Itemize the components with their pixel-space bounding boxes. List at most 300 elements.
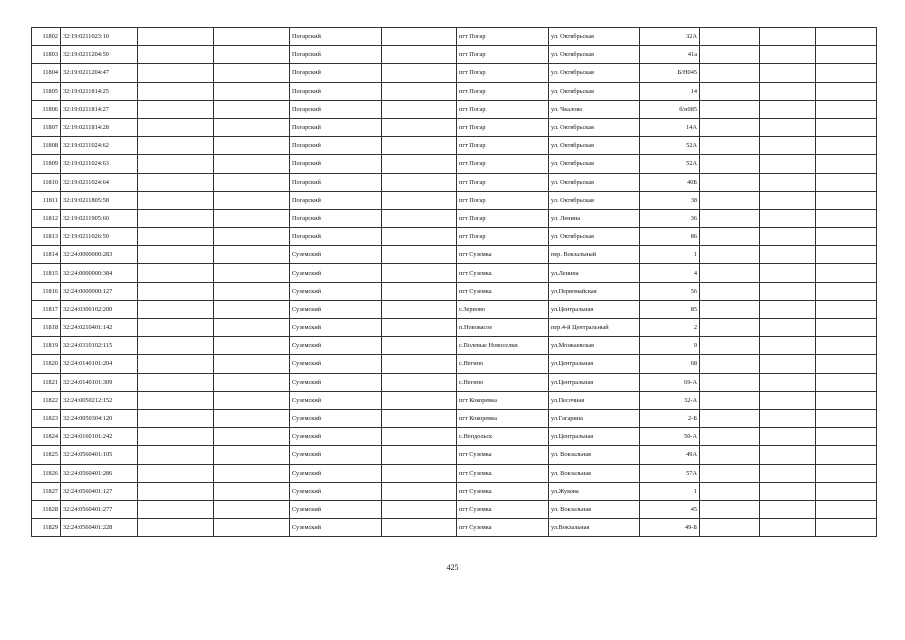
street-cell: ул. Октябрьская <box>549 46 640 64</box>
empty-cell <box>138 228 214 246</box>
street-cell: ул.Гагарина <box>549 409 640 427</box>
empty-cell <box>760 519 816 537</box>
cadastral-number-cell: 32:24:0560401:286 <box>61 464 138 482</box>
district-cell: Суземский <box>290 409 382 427</box>
locality-cell: пгт Погар <box>457 155 549 173</box>
table-row <box>32 137 877 155</box>
row-number-cell: 11828 <box>32 500 61 518</box>
table-row <box>32 64 877 82</box>
empty-cell <box>816 28 877 46</box>
house-number-cell: 69-А <box>640 373 700 391</box>
locality-cell: пгт Суземка <box>457 500 549 518</box>
empty-cell <box>700 191 760 209</box>
empty-cell <box>816 446 877 464</box>
row-number-cell: 11826 <box>32 464 61 482</box>
table-row <box>32 209 877 227</box>
district-cell: Погарский <box>290 82 382 100</box>
row-number-cell: 11804 <box>32 64 61 82</box>
empty-cell <box>382 209 457 227</box>
row-number-cell: 11809 <box>32 155 61 173</box>
street-cell: ул. Октябрьская <box>549 82 640 100</box>
empty-cell <box>382 282 457 300</box>
empty-cell <box>214 209 290 227</box>
empty-cell <box>816 46 877 64</box>
table-row <box>32 282 877 300</box>
empty-cell <box>138 337 214 355</box>
cadastral-number-cell: 32:19:0211026:50 <box>61 228 138 246</box>
empty-cell <box>214 428 290 446</box>
cadastral-number-cell: 32:24:0560401:228 <box>61 519 138 537</box>
empty-cell <box>760 173 816 191</box>
house-number-cell: 38 <box>640 191 700 209</box>
empty-cell <box>214 282 290 300</box>
empty-cell <box>138 373 214 391</box>
district-cell: Суземский <box>290 246 382 264</box>
house-number-cell: 52А <box>640 155 700 173</box>
street-cell: ул.Центральная <box>549 428 640 446</box>
street-cell: ул. Октябрьская <box>549 28 640 46</box>
empty-cell <box>760 82 816 100</box>
empty-cell <box>816 173 877 191</box>
locality-cell: с.Негино <box>457 355 549 373</box>
empty-cell <box>138 428 214 446</box>
district-cell: Суземский <box>290 391 382 409</box>
empty-cell <box>214 173 290 191</box>
street-cell: ул. Октябрьская <box>549 64 640 82</box>
empty-cell <box>382 46 457 64</box>
empty-cell <box>214 482 290 500</box>
house-number-cell: 9 <box>640 337 700 355</box>
cadastral-number-cell: 32:19:0211024:62 <box>61 137 138 155</box>
street-cell: ул.Центральная <box>549 355 640 373</box>
house-number-cell: 50-А <box>640 428 700 446</box>
house-number-cell: 14 <box>640 82 700 100</box>
district-cell: Погарский <box>290 209 382 227</box>
street-cell: ул. Вокзальная <box>549 446 640 464</box>
empty-cell <box>760 46 816 64</box>
empty-cell <box>138 155 214 173</box>
district-cell: Суземский <box>290 337 382 355</box>
locality-cell: пгт Суземка <box>457 282 549 300</box>
locality-cell: пгт Погар <box>457 228 549 246</box>
empty-cell <box>816 300 877 318</box>
house-number-cell: 41а <box>640 46 700 64</box>
locality-cell: с.Зерново <box>457 300 549 318</box>
empty-cell <box>700 64 760 82</box>
empty-cell <box>700 409 760 427</box>
empty-cell <box>382 28 457 46</box>
empty-cell <box>760 264 816 282</box>
house-number-cell: 49А <box>640 446 700 464</box>
empty-cell <box>138 355 214 373</box>
empty-cell <box>816 82 877 100</box>
empty-cell <box>382 173 457 191</box>
locality-cell: пгт Погар <box>457 118 549 136</box>
empty-cell <box>760 464 816 482</box>
empty-cell <box>138 482 214 500</box>
cadastral-number-cell: 32:24:0140101:309 <box>61 373 138 391</box>
table-row <box>32 246 877 264</box>
empty-cell <box>816 464 877 482</box>
empty-cell <box>816 373 877 391</box>
locality-cell: пгт Суземка <box>457 264 549 282</box>
empty-cell <box>138 46 214 64</box>
empty-cell <box>214 228 290 246</box>
empty-cell <box>214 64 290 82</box>
empty-cell <box>214 155 290 173</box>
empty-cell <box>816 228 877 246</box>
empty-cell <box>138 28 214 46</box>
empty-cell <box>138 264 214 282</box>
empty-cell <box>760 282 816 300</box>
empty-cell <box>760 100 816 118</box>
empty-cell <box>760 409 816 427</box>
empty-cell <box>138 391 214 409</box>
district-cell: Суземский <box>290 319 382 337</box>
district-cell: Погарский <box>290 137 382 155</box>
empty-cell <box>382 373 457 391</box>
empty-cell <box>382 428 457 446</box>
empty-cell <box>382 519 457 537</box>
empty-cell <box>138 173 214 191</box>
empty-cell <box>760 500 816 518</box>
district-cell: Погарский <box>290 155 382 173</box>
locality-cell: пгт Погар <box>457 100 549 118</box>
empty-cell <box>214 409 290 427</box>
empty-cell <box>138 300 214 318</box>
locality-cell: с.Негино <box>457 373 549 391</box>
row-number-cell: 11823 <box>32 409 61 427</box>
locality-cell: пгт Погар <box>457 46 549 64</box>
cadastral-number-cell: 32:24:0210401:142 <box>61 319 138 337</box>
street-cell: ул.Песочная <box>549 391 640 409</box>
empty-cell <box>700 464 760 482</box>
street-cell: ул. Октябрьская <box>549 173 640 191</box>
street-cell: ул. Октябрьская <box>549 155 640 173</box>
table-row <box>32 28 877 46</box>
row-number-cell: 11814 <box>32 246 61 264</box>
empty-cell <box>382 191 457 209</box>
cadastral-number-cell: 32:24:0560401:105 <box>61 446 138 464</box>
row-number-cell: 11816 <box>32 282 61 300</box>
empty-cell <box>700 264 760 282</box>
street-cell: ул.Центральная <box>549 373 640 391</box>
cadastral-number-cell: 32:19:0211204:50 <box>61 46 138 64</box>
empty-cell <box>214 82 290 100</box>
house-number-cell: 32-А <box>640 391 700 409</box>
empty-cell <box>700 519 760 537</box>
cadastral-number-cell: 32:24:0160101:242 <box>61 428 138 446</box>
locality-cell: пгт Погар <box>457 191 549 209</box>
table-row <box>32 155 877 173</box>
district-cell: Суземский <box>290 300 382 318</box>
empty-cell <box>700 137 760 155</box>
locality-cell: пгт Погар <box>457 209 549 227</box>
empty-cell <box>214 319 290 337</box>
empty-cell <box>760 373 816 391</box>
row-number-cell: 11812 <box>32 209 61 227</box>
table-row <box>32 500 877 518</box>
district-cell: Суземский <box>290 428 382 446</box>
house-number-cell: 85 <box>640 300 700 318</box>
cadastral-number-cell: 32:19:0211024:64 <box>61 173 138 191</box>
district-cell: Погарский <box>290 100 382 118</box>
empty-cell <box>700 173 760 191</box>
empty-cell <box>816 391 877 409</box>
empty-cell <box>816 428 877 446</box>
empty-cell <box>760 137 816 155</box>
empty-cell <box>138 500 214 518</box>
house-number-cell: 1 <box>640 246 700 264</box>
table-row <box>32 391 877 409</box>
empty-cell <box>760 28 816 46</box>
empty-cell <box>138 282 214 300</box>
row-number-cell: 11807 <box>32 118 61 136</box>
district-cell: Суземский <box>290 500 382 518</box>
empty-cell <box>138 64 214 82</box>
empty-cell <box>382 100 457 118</box>
empty-cell <box>816 337 877 355</box>
empty-cell <box>214 246 290 264</box>
table-row <box>32 100 877 118</box>
empty-cell <box>138 209 214 227</box>
row-number-cell: 11825 <box>32 446 61 464</box>
district-cell: Погарский <box>290 228 382 246</box>
empty-cell <box>700 28 760 46</box>
empty-cell <box>700 428 760 446</box>
locality-cell: п.Нововасое <box>457 319 549 337</box>
table-row <box>32 264 877 282</box>
empty-cell <box>760 191 816 209</box>
table-row <box>32 337 877 355</box>
empty-cell <box>760 482 816 500</box>
empty-cell <box>214 464 290 482</box>
empty-cell <box>816 319 877 337</box>
house-number-cell: 52А <box>640 137 700 155</box>
table-row <box>32 482 877 500</box>
empty-cell <box>382 355 457 373</box>
cadastral-number-cell: 32:24:0000000:283 <box>61 246 138 264</box>
empty-cell <box>138 82 214 100</box>
house-number-cell: 4 <box>640 264 700 282</box>
row-number-cell: 11802 <box>32 28 61 46</box>
empty-cell <box>760 246 816 264</box>
empty-cell <box>138 246 214 264</box>
cadastral-number-cell: 32:24:0310102:115 <box>61 337 138 355</box>
empty-cell <box>760 118 816 136</box>
table-row <box>32 118 877 136</box>
cadastral-number-cell: 32:24:0560401:277 <box>61 500 138 518</box>
cadastral-number-cell: 32:24:0140101:204 <box>61 355 138 373</box>
empty-cell <box>700 246 760 264</box>
row-number-cell: 11813 <box>32 228 61 246</box>
house-number-cell: 57А <box>640 464 700 482</box>
empty-cell <box>760 300 816 318</box>
empty-cell <box>816 264 877 282</box>
empty-cell <box>214 373 290 391</box>
empty-cell <box>816 100 877 118</box>
street-cell: ул.Мозжаевская <box>549 337 640 355</box>
row-number-cell: 11821 <box>32 373 61 391</box>
empty-cell <box>816 137 877 155</box>
locality-cell: с.Непдольск <box>457 428 549 446</box>
empty-cell <box>138 519 214 537</box>
cadastral-number-cell: 32:19:0211204:47 <box>61 64 138 82</box>
locality-cell: пгт Кокоревка <box>457 391 549 409</box>
cadastral-number-cell: 32:19:0211814:27 <box>61 100 138 118</box>
locality-cell: пгт Погар <box>457 137 549 155</box>
empty-cell <box>816 500 877 518</box>
empty-cell <box>816 209 877 227</box>
empty-cell <box>138 137 214 155</box>
empty-cell <box>382 264 457 282</box>
empty-cell <box>214 337 290 355</box>
locality-cell: пгт Погар <box>457 64 549 82</box>
empty-cell <box>138 464 214 482</box>
street-cell: ул.Вокзальная <box>549 519 640 537</box>
table-row <box>32 46 877 64</box>
empty-cell <box>382 409 457 427</box>
house-number-cell: 49-Б <box>640 519 700 537</box>
empty-cell <box>700 46 760 64</box>
house-number-cell: 56 <box>640 282 700 300</box>
street-cell: ул. Октябрьская <box>549 191 640 209</box>
district-cell: Погарский <box>290 118 382 136</box>
street-cell: пер.4-й Центральный <box>549 319 640 337</box>
empty-cell <box>382 246 457 264</box>
empty-cell <box>816 355 877 373</box>
empty-cell <box>214 500 290 518</box>
cadastral-number-cell: 32:24:0300102:200 <box>61 300 138 318</box>
empty-cell <box>700 446 760 464</box>
row-number-cell: 11819 <box>32 337 61 355</box>
street-cell: ул. Ленина <box>549 209 640 227</box>
locality-cell: с.Полевые Новоселки <box>457 337 549 355</box>
locality-cell: пгт Суземка <box>457 464 549 482</box>
row-number-cell: 11820 <box>32 355 61 373</box>
cadastral-number-cell: 32:19:0211905:60 <box>61 209 138 227</box>
empty-cell <box>382 82 457 100</box>
locality-cell: пгт Погар <box>457 173 549 191</box>
empty-cell <box>816 155 877 173</box>
empty-cell <box>816 64 877 82</box>
table-row <box>32 319 877 337</box>
empty-cell <box>700 228 760 246</box>
empty-cell <box>700 209 760 227</box>
street-cell: ул. Вокзальная <box>549 464 640 482</box>
empty-cell <box>760 446 816 464</box>
empty-cell <box>214 100 290 118</box>
cadastral-number-cell: 32:24:0000000:384 <box>61 264 138 282</box>
empty-cell <box>700 391 760 409</box>
empty-cell <box>382 446 457 464</box>
district-cell: Погарский <box>290 64 382 82</box>
empty-cell <box>760 228 816 246</box>
table-row <box>32 428 877 446</box>
cadastral-number-cell: 32:19:0211805:58 <box>61 191 138 209</box>
empty-cell <box>382 228 457 246</box>
empty-cell <box>214 118 290 136</box>
house-number-cell: 36 <box>640 209 700 227</box>
district-cell: Погарский <box>290 28 382 46</box>
street-cell: ул.Ленина <box>549 264 640 282</box>
table-row <box>32 464 877 482</box>
empty-cell <box>214 46 290 64</box>
street-cell: ул. Вокзальная <box>549 500 640 518</box>
table-row <box>32 409 877 427</box>
empty-cell <box>760 428 816 446</box>
row-number-cell: 11808 <box>32 137 61 155</box>
district-cell: Суземский <box>290 464 382 482</box>
locality-cell: пгт Погар <box>457 82 549 100</box>
table-row <box>32 191 877 209</box>
empty-cell <box>816 118 877 136</box>
street-cell: ул. Октябрьская <box>549 118 640 136</box>
empty-cell <box>382 500 457 518</box>
cadastral-number-cell: 32:19:0211814:25 <box>61 82 138 100</box>
table-row <box>32 446 877 464</box>
row-number-cell: 11829 <box>32 519 61 537</box>
empty-cell <box>138 446 214 464</box>
empty-cell <box>760 319 816 337</box>
house-number-cell: 14А <box>640 118 700 136</box>
empty-cell <box>816 519 877 537</box>
empty-cell <box>138 118 214 136</box>
empty-cell <box>382 319 457 337</box>
table-body <box>32 28 877 537</box>
locality-cell: пгт Кокоревка <box>457 409 549 427</box>
street-cell: ул. Октябрьская <box>549 137 640 155</box>
empty-cell <box>382 482 457 500</box>
property-register-table <box>31 27 877 537</box>
locality-cell: пгт Суземка <box>457 482 549 500</box>
empty-cell <box>700 319 760 337</box>
table-row <box>32 82 877 100</box>
house-number-cell: 68 <box>640 355 700 373</box>
empty-cell <box>816 282 877 300</box>
empty-cell <box>760 64 816 82</box>
empty-cell <box>382 64 457 82</box>
cadastral-number-cell: 32:19:0211024:63 <box>61 155 138 173</box>
empty-cell <box>700 282 760 300</box>
street-cell: ул. Чкалова <box>549 100 640 118</box>
locality-cell: пгт Погар <box>457 28 549 46</box>
cadastral-number-cell: 32:24:0050304:120 <box>61 409 138 427</box>
empty-cell <box>382 464 457 482</box>
row-number-cell: 11824 <box>32 428 61 446</box>
table-row <box>32 173 877 191</box>
house-number-cell: 32А <box>640 28 700 46</box>
cadastral-number-cell: 32:24:0000000:127 <box>61 282 138 300</box>
empty-cell <box>816 409 877 427</box>
empty-cell <box>138 191 214 209</box>
house-number-cell: 1 <box>640 482 700 500</box>
empty-cell <box>214 264 290 282</box>
empty-cell <box>700 337 760 355</box>
table-row <box>32 519 877 537</box>
empty-cell <box>214 355 290 373</box>
empty-cell <box>382 155 457 173</box>
empty-cell <box>214 519 290 537</box>
page-number: 425 <box>446 563 459 572</box>
row-number-cell: 11827 <box>32 482 61 500</box>
empty-cell <box>816 482 877 500</box>
row-number-cell: 11815 <box>32 264 61 282</box>
empty-cell <box>214 28 290 46</box>
district-cell: Суземский <box>290 373 382 391</box>
empty-cell <box>214 191 290 209</box>
cadastral-number-cell: 32:19:0211023:10 <box>61 28 138 46</box>
